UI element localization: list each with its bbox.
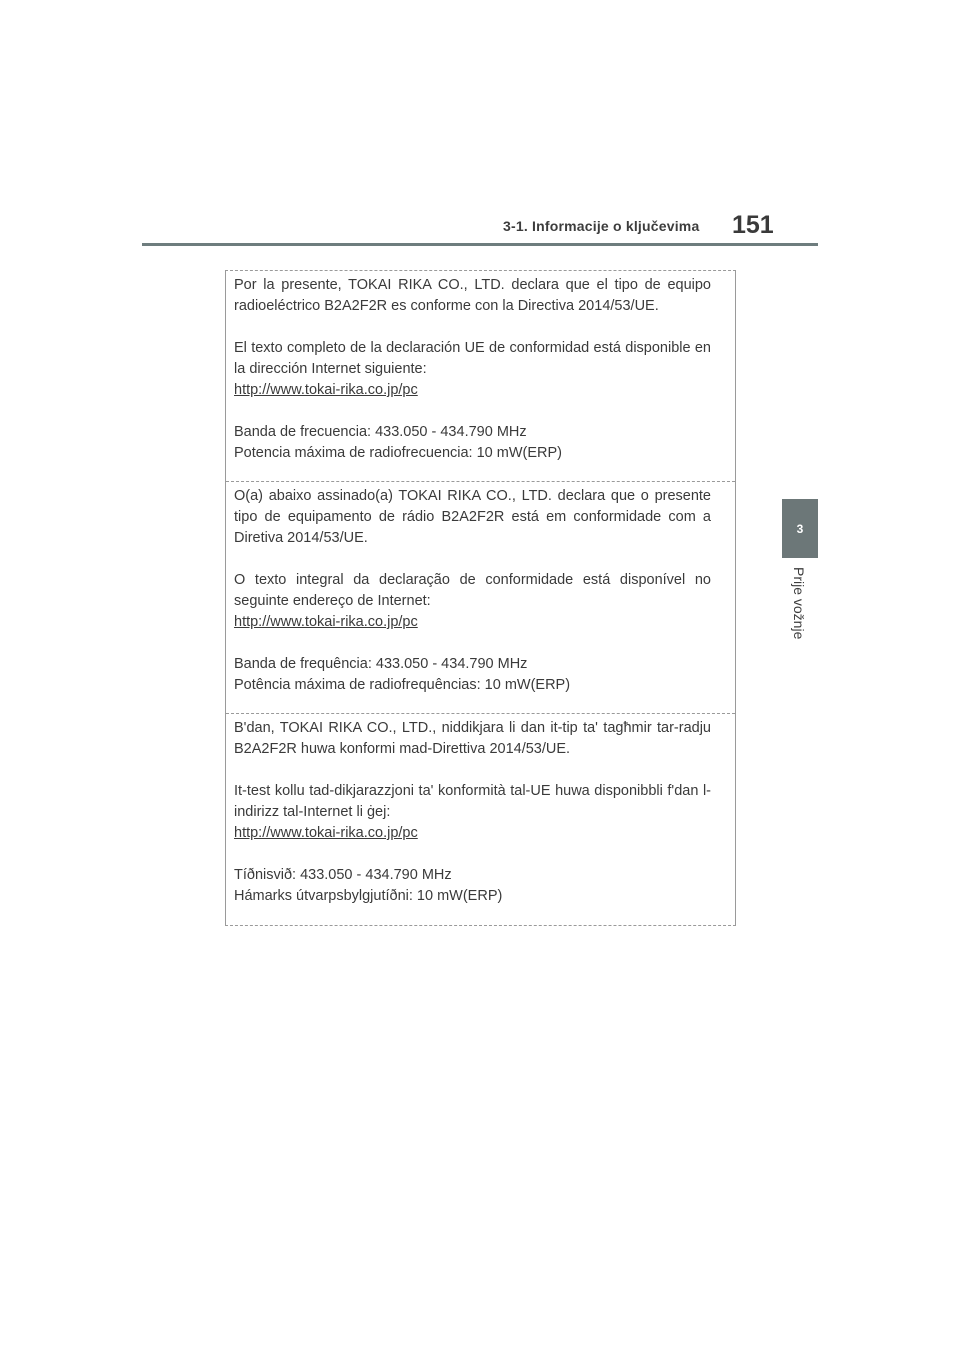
declaration-section-maltese [226,713,735,925]
max-power: Hámarks útvarpsbylgjutíðni: 10 mW(ERP) [234,888,503,904]
declaration-availability: It-test kollu tad-dikjarazzjoni ta' konformità tal-UE huwa disponibbli f'dan l-indirizz tal-Internet li ġej: [234,783,711,820]
chapter-label: Prije vožnje [791,567,807,640]
declaration-section-portuguese [226,481,735,713]
frequency-band: Tíðnisvið: 433.050 - 434.790 MHz [234,867,452,883]
section-title: 3-1. Informacije o ključevima [503,218,700,234]
chapter-number: 3 [796,521,804,536]
frequency-band: Banda de frequência: 433.050 - 434.790 MHz [234,656,528,672]
declaration-box [225,270,736,926]
declaration-intro: B'dan, TOKAI RIKA CO., LTD., niddikjara li dan it-tip ta' tagħmir tar-radju B2A2F2R huwa konformi mad-Direttiva 2014/53/UE. [234,720,711,757]
page-number: 151 [732,211,774,239]
max-power: Potencia máxima de radiofrecuencia: 10 mW(ERP) [234,445,562,461]
header-rule [142,243,818,246]
max-power: Potência máxima de radiofrequências: 10 mW(ERP) [234,677,571,693]
declaration-intro: Por la presente, TOKAI RIKA CO., LTD. declara que el tipo de equipo radioeléctrico B2A2F2R es conforme con la Directiva 2014/53/UE. [234,277,711,314]
declaration-url-link[interactable]: http://www.tokai-rika.co.jp/pc [234,825,418,841]
declaration-intro: O(a) abaixo assinado(a) TOKAI RIKA CO., LTD. declara que o presente tipo de equipamento de rádio B2A2F2R está em conformidade com a Diretiva 2014/53/UE. [234,488,711,546]
declaration-url-link[interactable]: http://www.tokai-rika.co.jp/pc [234,614,418,630]
declaration-availability: El texto completo de la declaración UE de conformidad está disponible en la dirección Internet siguiente: [234,340,711,377]
frequency-band: Banda de frecuencia: 433.050 - 434.790 MHz [234,424,527,440]
declaration-availability: O texto integral da declaração de conformidade está disponível no seguinte endereço de Internet: [234,572,711,609]
declaration-section-spanish [226,271,735,481]
chapter-tab[interactable] [782,499,818,558]
declaration-url-link[interactable]: http://www.tokai-rika.co.jp/pc [234,382,418,398]
